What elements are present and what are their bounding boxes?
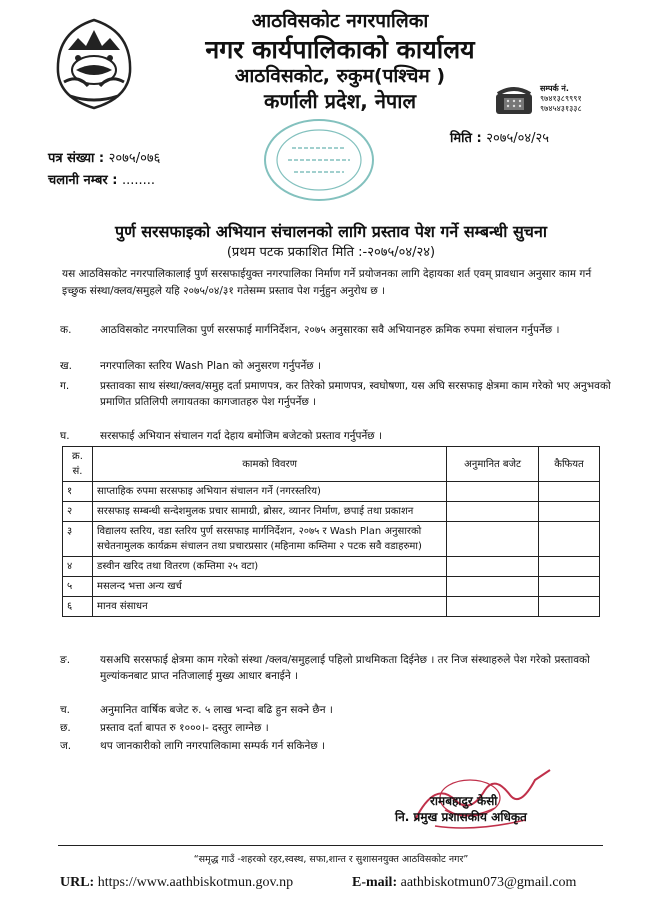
row-budget bbox=[447, 557, 539, 577]
condition-marker: ग. bbox=[60, 380, 70, 392]
header-budget: अनुमानित बजेट bbox=[447, 447, 539, 482]
office-stamp-icon bbox=[262, 118, 377, 203]
row-remarks bbox=[539, 557, 600, 577]
condition-item bbox=[60, 702, 620, 718]
table-row bbox=[63, 577, 600, 597]
letter-date bbox=[450, 128, 549, 146]
condition-text: सरसफाई अभियान संचालन गर्दा देहाय बमोजिम बजेटको प्रस्ताव गर्नुपर्नेछ । bbox=[100, 430, 382, 442]
condition-item bbox=[60, 720, 620, 736]
row-serial: ४ bbox=[63, 557, 93, 577]
condition-marker: छ. bbox=[60, 722, 71, 734]
condition-item bbox=[60, 358, 620, 374]
condition-item bbox=[60, 428, 620, 444]
row-serial: ३ bbox=[63, 522, 93, 557]
condition-text: प्रस्ताव दर्ता बापत रु १०००।- दस्तुर लाग्नेछ । bbox=[100, 722, 269, 734]
date-label: मिति : bbox=[450, 131, 482, 146]
row-budget bbox=[447, 502, 539, 522]
email-label: E-mail: bbox=[352, 875, 398, 890]
header-remarks: कैफियत bbox=[539, 447, 600, 482]
table-row bbox=[63, 557, 600, 577]
condition-text: यसअघि सरसफाई क्षेत्रमा काम गरेको संस्था /क्लव/समुहलाई पहिलो प्राथमिकता दिईनेछ । तर निज संस्थाहरुले पेश गरेको प्रस्तावको मुल्यांकनबाट प्राप्त नतिजालाई मुख्य आधार बनाईने । bbox=[100, 654, 590, 682]
row-budget bbox=[447, 597, 539, 617]
header-description: कामको विवरण bbox=[92, 447, 446, 482]
row-description: साप्ताहिक रुपमा सरसफाइ अभियान संचालन गर्ने (नगरस्तरिय) bbox=[92, 482, 446, 502]
row-description: डस्वीन खरिद तथा वितरण (कम्तिमा २५ वटा) bbox=[92, 557, 446, 577]
url-label: URL: bbox=[60, 875, 95, 890]
condition-marker: ख. bbox=[60, 360, 72, 372]
phone-1: ९७४१३८९९९१ bbox=[540, 94, 582, 103]
table-row bbox=[63, 482, 600, 502]
notice-subtitle: (प्रथम पटक प्रकाशित मिति :-२०७५/०४/२४) bbox=[226, 245, 436, 260]
dispatch-value: ........ bbox=[121, 173, 156, 188]
notice-title: पुर्ण सरसफाइको अभियान संचालनको लागि प्रस्ताव पेश गर्ने सम्बन्धी सुचना bbox=[115, 222, 547, 241]
footer-url bbox=[60, 875, 293, 891]
row-serial: १ bbox=[63, 482, 93, 502]
condition-text: प्रस्तावका साथ संस्था/क्लव/समुह दर्ता प्रमाणपत्र, कर तिरेको प्रमाणपत्र, स्वघोषणा, यस अघि सरसफाइ क्षेत्रमा काम गरेको भए अनुभवको प्रमाणित प्रतिलिपी लगायतका कागजातहरु पेश गर्नुपर्नेछ । bbox=[100, 380, 611, 408]
reference-number bbox=[48, 148, 160, 166]
condition-marker: ङ. bbox=[60, 654, 71, 666]
contact-numbers bbox=[540, 84, 650, 114]
dispatch-number bbox=[48, 170, 155, 188]
row-remarks bbox=[539, 482, 600, 502]
condition-text: अनुमानित वार्षिक बजेट रु. ५ लाख भन्दा बढि हुन सक्ने छैन । bbox=[100, 704, 333, 716]
row-serial: ६ bbox=[63, 597, 93, 617]
province-country: कर्णाली प्रदेश, नेपाल bbox=[263, 88, 417, 113]
ref-value: २०७५/०७६ bbox=[108, 151, 161, 166]
condition-marker: क. bbox=[60, 324, 72, 336]
row-description: सरसफाइ सम्बन्धी सन्देशमुलक प्रचार सामाग्री, ब्रोसर, व्यानर निर्माण, छपाई तथा प्रकाशन bbox=[92, 502, 446, 522]
row-description: विद्यालय स्तरिय, वडा स्तरिय पुर्ण सरसफाइ मार्गनिर्देशन, २०७५ र Wash Plan अनुसारको सचेतनामुलक कार्यक्रम संचालन तथा प्रचारप्रसार (महिनामा कम्तिमा २ पटक सवै वडाहरुमा) bbox=[92, 522, 446, 557]
row-remarks bbox=[539, 597, 600, 617]
row-budget bbox=[447, 522, 539, 557]
row-serial: ५ bbox=[63, 577, 93, 597]
signatory-name: रामबहादुर केसी bbox=[430, 794, 498, 808]
budget-table bbox=[62, 446, 600, 617]
row-remarks bbox=[539, 502, 600, 522]
footer-email bbox=[352, 875, 576, 891]
table-row bbox=[63, 522, 600, 557]
telephone-icon bbox=[494, 86, 536, 116]
signatory-title: नि. प्रमुख प्रशासकीय अधिकृत bbox=[395, 810, 527, 824]
table-header-row bbox=[63, 447, 600, 482]
condition-item bbox=[60, 738, 620, 754]
footer-slogan: “समृद्ध गाउँ -शहरको रहर,स्वस्थ, सफा,शान्त र सुशासनयुक्त आठविसकोट नगर” bbox=[193, 854, 469, 865]
municipality-name: आठविसकोट नगरपालिका bbox=[251, 10, 429, 32]
email-link[interactable]: aathbiskotmun073@gmail.com bbox=[400, 875, 577, 890]
header-serial: क्र. सं. bbox=[63, 447, 93, 482]
row-remarks bbox=[539, 577, 600, 597]
condition-item bbox=[60, 378, 620, 410]
footer-divider bbox=[58, 845, 603, 846]
phone-2: ९७४५४३१३३८ bbox=[540, 104, 582, 113]
condition-marker: च. bbox=[60, 704, 71, 716]
row-remarks bbox=[539, 522, 600, 557]
row-description: मसलन्द भत्ता अन्य खर्च bbox=[92, 577, 446, 597]
condition-marker: घ. bbox=[60, 430, 70, 442]
condition-item bbox=[60, 322, 620, 338]
letterhead bbox=[0, 0, 662, 125]
table-row bbox=[63, 502, 600, 522]
row-budget bbox=[447, 577, 539, 597]
condition-text: थप जानकारीको लागि नगरपालिकामा सम्पर्क गर्न सकिनेछ । bbox=[100, 740, 326, 752]
contact-label: सम्पर्क नं. bbox=[540, 84, 569, 93]
office-name: नगर कार्यपालिकाको कार्यालय bbox=[205, 34, 475, 64]
government-emblem-icon bbox=[48, 12, 140, 112]
condition-marker: ज. bbox=[60, 740, 72, 752]
date-value: २०७५/०४/२५ bbox=[486, 131, 550, 146]
row-budget bbox=[447, 482, 539, 502]
condition-text: नगरपालिका स्तरिय Wash Plan को अनुसरण गर्नुपर्नेछ । bbox=[100, 360, 321, 372]
condition-item bbox=[60, 652, 620, 684]
condition-text: आठविसकोट नगरपालिका पुर्ण सरसफाई मार्गनिर्देशन, २०७५ अनुसारका सवै अभियानहरु क्रमिक रुपमा संचालन गर्नुपर्नेछ । bbox=[100, 324, 560, 336]
dispatch-label: चलानी नम्बर : bbox=[48, 173, 118, 188]
ref-label: पत्र संख्या : bbox=[48, 151, 105, 166]
row-description: मानव संसाधन bbox=[92, 597, 446, 617]
office-address: आठविसकोट, रुकुम(पश्चिम ) bbox=[234, 65, 446, 87]
row-serial: २ bbox=[63, 502, 93, 522]
website-link[interactable]: https://www.aathbiskotmun.gov.np bbox=[97, 875, 294, 890]
table-row bbox=[63, 597, 600, 617]
notice-intro: यस आठविसकोट नगरपालिकालाई पुर्ण सरसफाईयुक्त नगरपालिका निर्माण गर्ने प्रयोजनका लागि देहायका शर्त एवम् प्रावधान अनुसार काम गर्न इच्छुक संस्था/क्लव/समुहले यहि २०७५/०४/३१ गतेसम्म प्रस्ताव पेश गर्नुहुन अनुरोध छ । bbox=[62, 268, 592, 297]
